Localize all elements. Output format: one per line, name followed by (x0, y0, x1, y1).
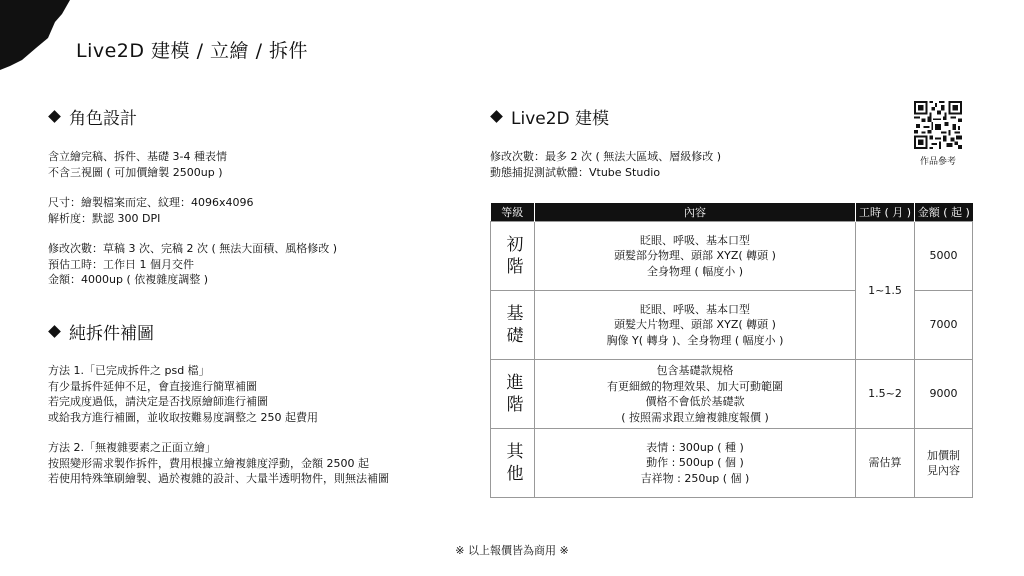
tier-cell (491, 429, 535, 498)
price-cell: 5000 (915, 222, 973, 291)
qr-caption: 作品參考 (919, 157, 956, 167)
live2d-revisions: 修改次數：最多 2 次 ( 無法大區域、層級修改 ) 動態捕捉測試軟體：Vtube Studio (490, 150, 722, 179)
hours-cell: 1~1.5 (856, 222, 915, 360)
table-header-row (491, 203, 973, 222)
content-cell: 包含基礎款規格 有更細緻的物理效果、加大可動範圍 價格不會低於基礎款 ( 按照需求跟立繪複雜度報價 ) (535, 360, 856, 429)
content-cell: 眨眼、呼吸、基本口型 頭髮部分物理、頭部 XYZ( 轉頭 ) 全身物理 ( 幅度小 ) (535, 222, 856, 291)
table-row (491, 429, 973, 498)
diamond-bullet-icon (48, 325, 61, 338)
section-heading-text: 角色設計 (69, 109, 137, 129)
diamond-bullet-icon (490, 110, 503, 123)
character-design-revisions: 修改次數：草稿 3 次、完稿 2 次 ( 無法大面積、風格修改 ) 預估工時：工作日 1 個月交件 金額：4000up ( 依複雜度調整 ) (48, 242, 338, 287)
corner-decoration (0, 0, 72, 70)
hours-cell: 1.5~2 (856, 360, 915, 429)
page-title: Live2D 建模 / 立繪 / 拆件 (76, 40, 309, 62)
price-cell: 7000 (915, 291, 973, 360)
character-design-scope: 含立繪完稿、拆件、基礎 3-4 種表情 不含三視圖 ( 可加價繪製 2500up ) (48, 150, 227, 179)
qr-code-icon[interactable] (914, 101, 962, 149)
section-heading-live2d (490, 104, 609, 129)
table-row (491, 222, 973, 291)
section-heading-character-design (48, 104, 137, 129)
header-tier: 等級 (491, 203, 535, 222)
footnote: ※ 以上報價皆為商用 ※ (455, 544, 569, 557)
diamond-bullet-icon (48, 110, 61, 123)
character-design-size: 尺寸：繪製檔案而定、紋理：4096x4096 解析度：默認 300 DPI (48, 196, 254, 225)
table-row (491, 360, 973, 429)
content-cell: 眨眼、呼吸、基本口型 頭髮大片物理、頭部 XYZ( 轉頭 ) 胸像 Y( 轉身 )、全身物理 ( 幅度小 ) (535, 291, 856, 360)
tier-label: 初階 (506, 235, 524, 277)
section-heading-split-parts (48, 319, 154, 344)
price-cell: 加價制 見內容 (915, 429, 973, 498)
hours-cell: 需估算 (856, 429, 915, 498)
content-cell: 表情 : 300up ( 種 ) 動作 : 500up ( 個 ) 吉祥物 : 250up ( 個 ) (535, 429, 856, 498)
tier-label: 其他 (506, 442, 524, 484)
tier-label: 基礎 (506, 304, 524, 346)
tier-cell (491, 291, 535, 360)
header-hours: 工時 ( 月 ) (856, 203, 915, 222)
split-method-2: 方法 2.「無複雜要素之正面立繪」 按照變形需求製作拆件，費用根據立繪複雜度浮動，金額 2500 起 若使用特殊筆刷繪製、過於複雜的設計、大量半透明物件，則無法補圖 (48, 441, 389, 486)
header-content: 內容 (535, 203, 856, 222)
tier-cell (491, 222, 535, 291)
tier-label: 進階 (506, 373, 524, 415)
tier-cell (491, 360, 535, 429)
pricing-table (490, 203, 973, 498)
header-price: 金額 ( 起 ) (915, 203, 973, 222)
section-heading-text: Live2D 建模 (511, 109, 610, 129)
split-method-1: 方法 1.「已完成拆件之 psd 檔」 有少量拆件延伸不足，會直接進行簡單補圖 若完成度過低，請決定是否找原繪師進行補圖 或給我方進行補圖，並收取按難易度調整之 250 起費用 (48, 364, 318, 424)
price-cell: 9000 (915, 360, 973, 429)
section-heading-text: 純拆件補圖 (69, 324, 154, 344)
